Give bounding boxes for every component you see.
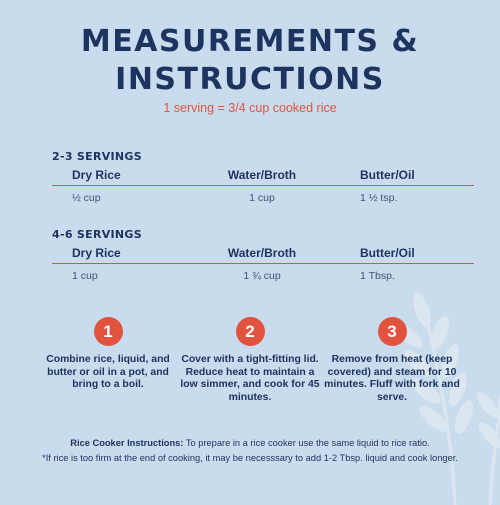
step-3: [322, 317, 462, 404]
column-header-dry-rice: Dry Rice: [72, 168, 121, 182]
step-number-badge: 2: [236, 317, 265, 346]
firmness-note: *If rice is too firm at the end of cooking, it may be necesssary to add 1-2 Tbsp. liquid and cook longer.: [42, 453, 458, 463]
step-number-badge: 1: [94, 317, 123, 346]
column-header-dry-rice: Dry Rice: [72, 246, 121, 260]
step-description: Cover with a tight-fitting lid. Reduce heat to maintain a low simmer, and cook for 45 minutes.: [180, 354, 320, 403]
rice-cooker-text: To prepare in a rice cooker use the same liquid to rice ratio.: [183, 438, 430, 448]
table-header-row: [52, 168, 474, 186]
step-1: [38, 317, 178, 392]
dry-rice-value: 1 cup: [72, 270, 98, 282]
column-header-water-broth: Water/Broth: [227, 168, 297, 182]
column-header-water-broth: Water/Broth: [227, 246, 297, 260]
butter-oil-value: 1 Tbsp.: [360, 270, 395, 282]
section-heading: 4-6 SERVINGS: [52, 228, 142, 241]
step-number-badge: 3: [378, 317, 407, 346]
column-header-butter-oil: Butter/Oil: [360, 168, 415, 182]
serving-size-note: 1 serving = 3/4 cup cooked rice: [163, 101, 337, 115]
step-2: [180, 317, 320, 404]
table-row: [52, 192, 474, 208]
column-header-butter-oil: Butter/Oil: [360, 246, 415, 260]
table-row: [52, 270, 474, 286]
water-broth-value: 1 cup: [249, 192, 275, 204]
rice-cooker-instructions: [0, 438, 500, 448]
table-2-3-servings: [52, 150, 474, 208]
section-heading: 2-3 SERVINGS: [52, 150, 142, 163]
page-title-line2: INSTRUCTIONS: [115, 62, 385, 97]
step-description: Remove from heat (keep covered) and steam for 10 minutes. Fluff with fork and serve.: [324, 354, 460, 403]
dry-rice-value: ½ cup: [72, 192, 101, 204]
butter-oil-value: 1 ½ tsp.: [360, 192, 398, 204]
step-description: Combine rice, liquid, and butter or oil in a pot, and bring to a boil.: [46, 354, 170, 390]
rice-cooker-label: Rice Cooker Instructions:: [70, 438, 184, 448]
page-title-line1: MEASUREMENTS &: [80, 24, 420, 59]
table-4-6-servings: [52, 228, 474, 286]
water-broth-value: 1 ¾ cup: [243, 270, 281, 282]
table-header-row: [52, 246, 474, 264]
